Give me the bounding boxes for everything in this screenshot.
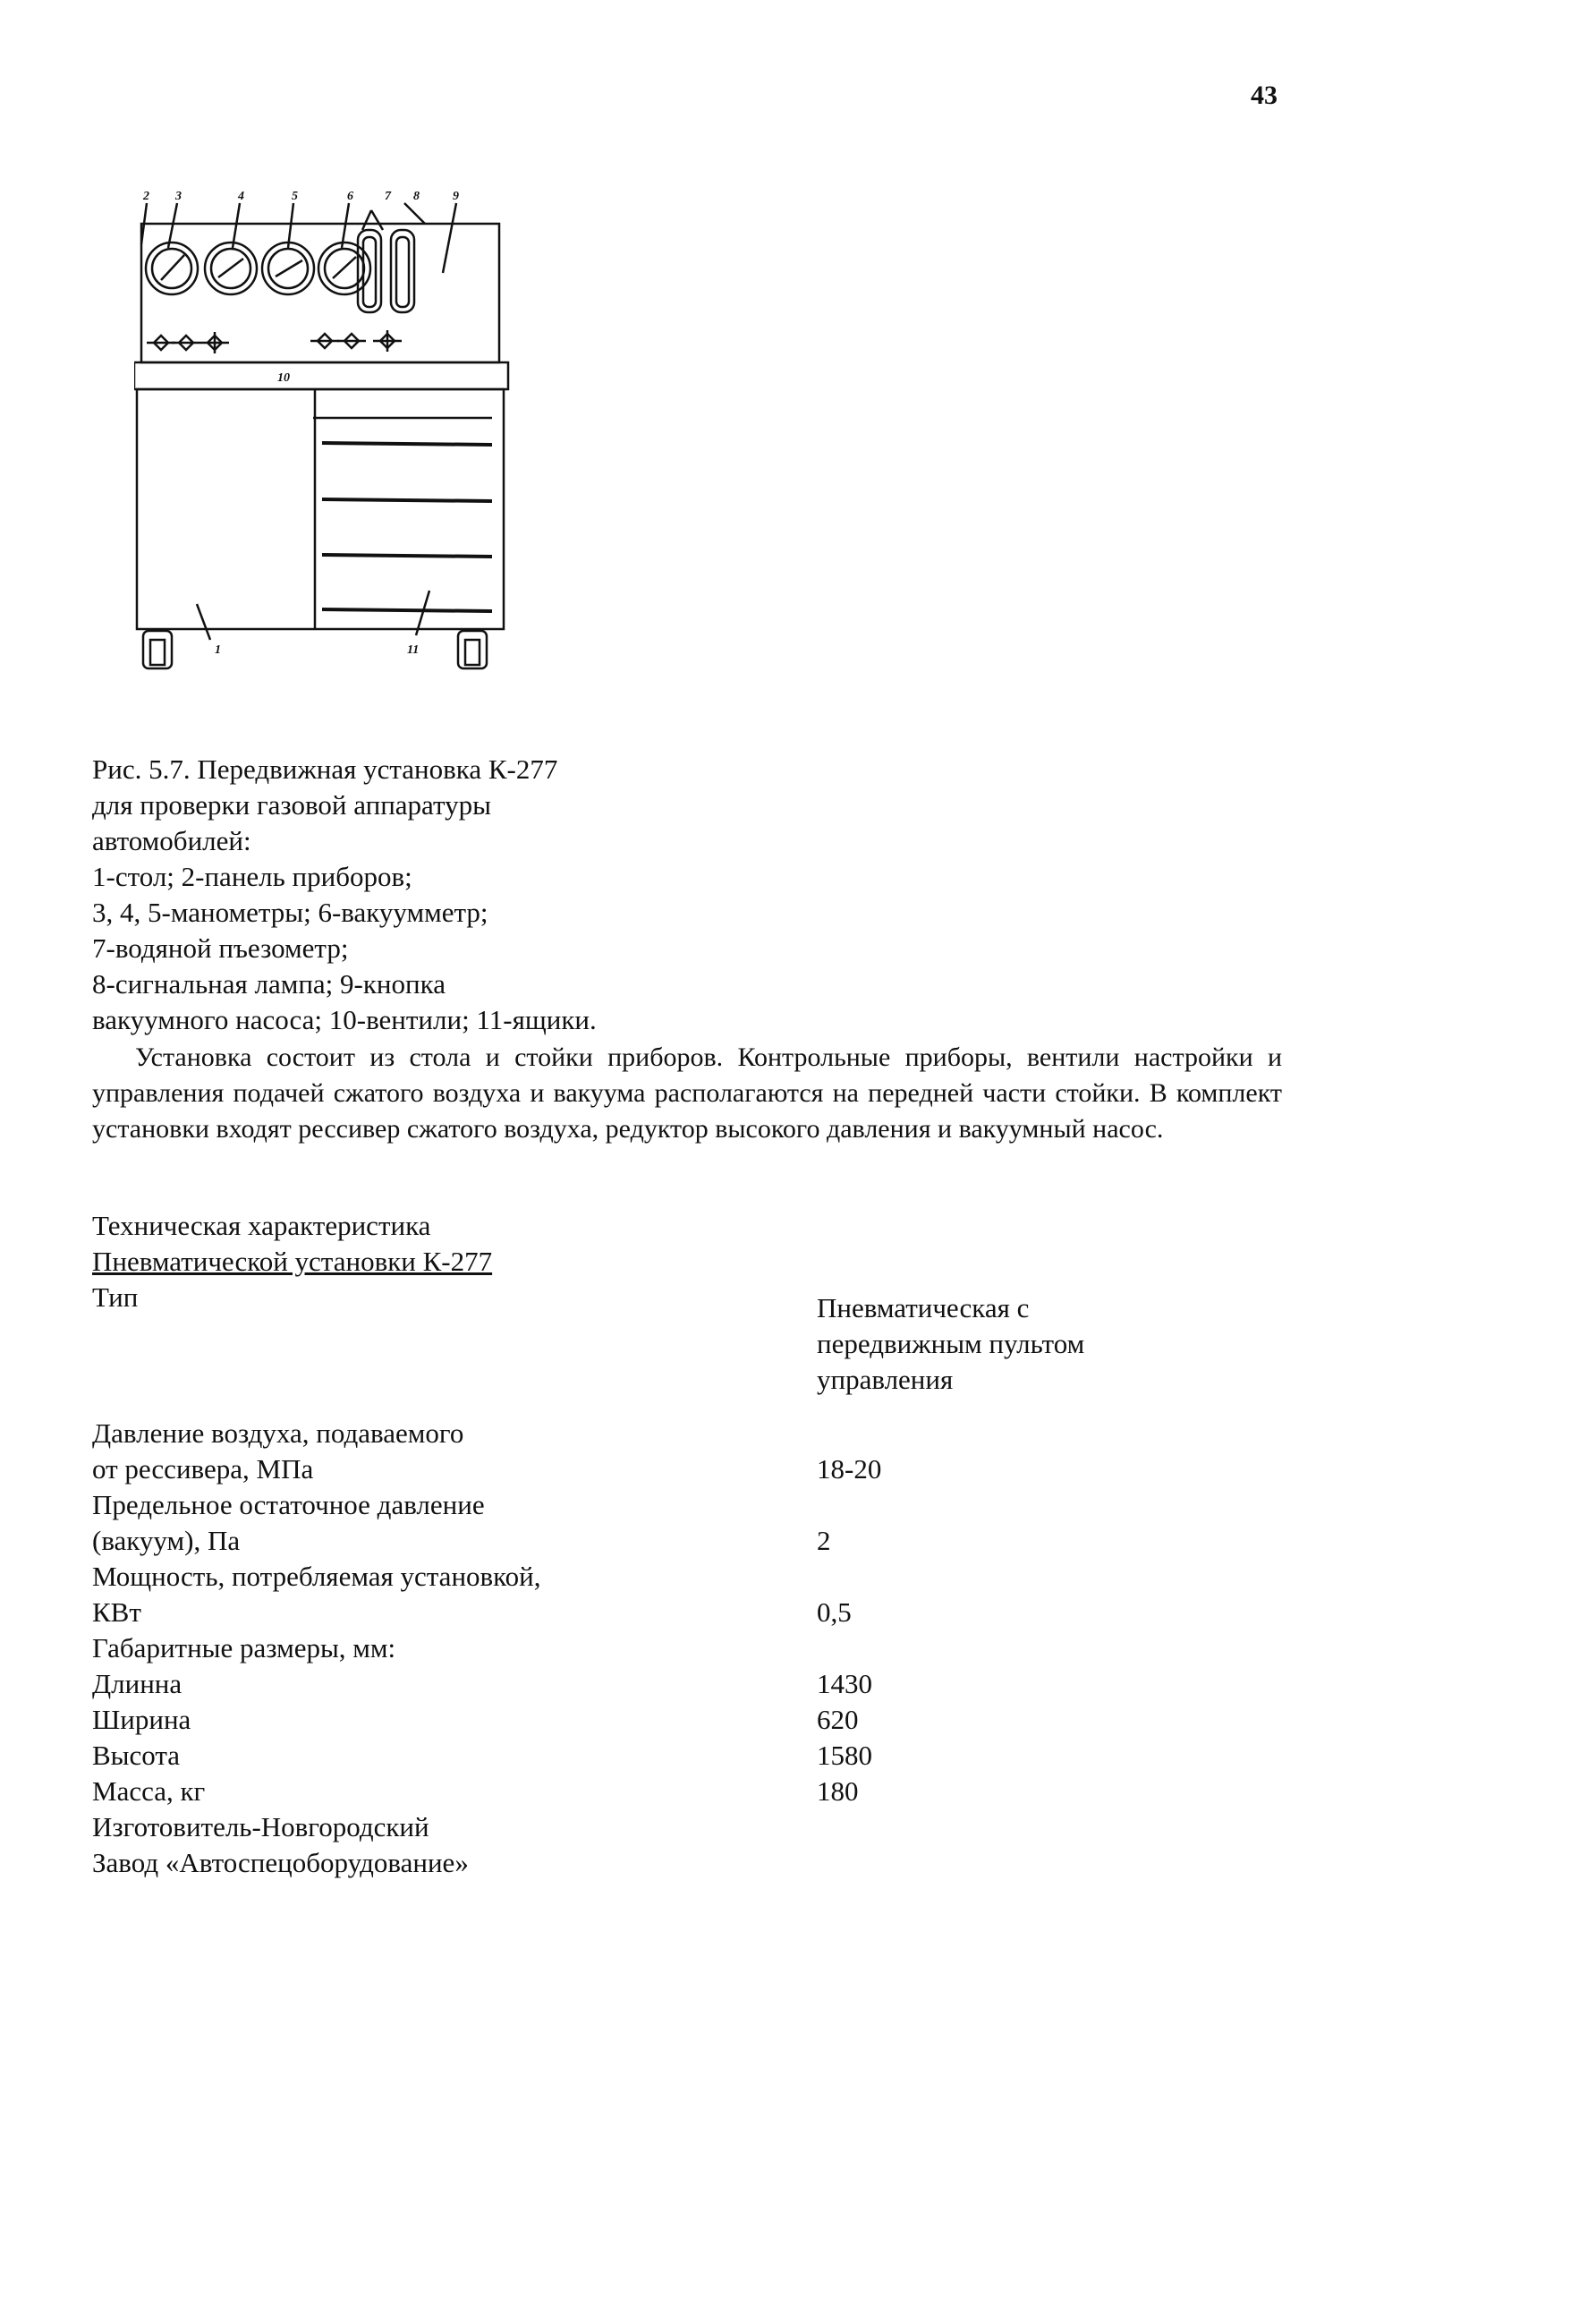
type-value-line: передвижным пультом (817, 1328, 1085, 1359)
spec-title: Техническая характеристика (92, 1210, 431, 1241)
equipment-drawing (134, 183, 510, 671)
caption-line: 7-водяной пъезометр; (92, 932, 349, 964)
figure-caption (92, 752, 718, 1038)
air-pressure-label (92, 1416, 736, 1487)
caption-line: 8-сигнальная лампа; 9-кнопка (92, 968, 446, 1000)
type-label: Тип (92, 1281, 139, 1313)
page-number: 43 (1251, 81, 1278, 110)
wheel-left (143, 631, 172, 668)
width-value: 620 (817, 1704, 859, 1735)
callout-9: 9 (453, 190, 459, 203)
length-label: Длинна (92, 1668, 183, 1699)
vacuum-label (92, 1487, 736, 1559)
type-value-line: Пневматическая с (817, 1292, 1030, 1323)
table-body (137, 389, 504, 629)
caption-line: вакуумного насоса; 10-вентили; 11-ящики. (92, 1004, 597, 1035)
power-label (92, 1559, 736, 1630)
mass-value: 180 (817, 1775, 859, 1807)
height-label: Высота (92, 1740, 181, 1771)
air-pressure-value: 18-20 (817, 1453, 882, 1485)
gauge-4 (205, 243, 257, 294)
callout-3: 3 (175, 190, 182, 203)
power-label-line: КВт (92, 1596, 141, 1628)
manufacturer-line: Завод «Автоспецоборудование» (92, 1847, 469, 1878)
description-paragraph: Установка состоит из стола и стойки приборов. Контрольные приборы, вентили настройки и управления подачей сжатого воздуха и вакуума располагаются на передней части стойки. В комплект установки входят рессивер сжатого воздуха, редуктор высокого давления и вакуумный насос. (92, 1042, 1282, 1144)
drawers-11 (322, 443, 492, 611)
callout-5: 5 (292, 190, 298, 203)
callout-8: 8 (413, 190, 420, 203)
power-value: 0,5 (817, 1596, 852, 1628)
caption-line: Рис. 5.7. Передвижная установка К-277 (92, 753, 558, 785)
air-pressure-label-line: от рессивера, МПа (92, 1453, 314, 1485)
callout-11: 11 (407, 643, 420, 657)
air-pressure-label-line: Давление воздуха, подаваемого (92, 1417, 464, 1449)
type-value (817, 1290, 1193, 1398)
dimensions-label: Габаритные размеры, мм: (92, 1632, 396, 1664)
equipment-figure (134, 183, 510, 671)
power-label-line: Мощность, потребляемая установкой, (92, 1561, 541, 1592)
callout-1: 1 (215, 643, 221, 657)
callout-7: 7 (385, 190, 391, 203)
width-label: Ширина (92, 1704, 191, 1735)
gauge-3 (146, 243, 198, 294)
manufacturer (92, 1809, 736, 1881)
vacuum-label-line: Предельное остаточное давление (92, 1489, 485, 1520)
caption-line: автомобилей: (92, 825, 251, 856)
spec-subtitle: Пневматической установки К-277 (92, 1246, 493, 1277)
wheel-right (458, 631, 487, 668)
height-value: 1580 (817, 1740, 872, 1771)
caption-line: 1-стол; 2-панель приборов; (92, 861, 412, 892)
callout-2: 2 (143, 190, 149, 203)
caption-line: для проверки газовой аппаратуры (92, 789, 491, 821)
valves-row (147, 330, 402, 353)
callout-6: 6 (347, 190, 353, 203)
vacuum-value: 2 (817, 1525, 831, 1556)
callout-10: 10 (277, 371, 290, 385)
water-piezometer-7 (358, 210, 414, 312)
length-value: 1430 (817, 1668, 872, 1699)
type-value-line: управления (817, 1364, 954, 1395)
vacuum-label-line: (вакуум), Па (92, 1525, 241, 1556)
manufacturer-line: Изготовитель-Новгородский (92, 1811, 429, 1842)
callout-4: 4 (238, 190, 244, 203)
gauge-5 (262, 243, 314, 294)
spec-heading (92, 1208, 492, 1280)
table-top (134, 362, 508, 389)
mass-label: Масса, кг (92, 1775, 206, 1807)
caption-line: 3, 4, 5-манометры; 6-вакуумметр; (92, 897, 488, 928)
